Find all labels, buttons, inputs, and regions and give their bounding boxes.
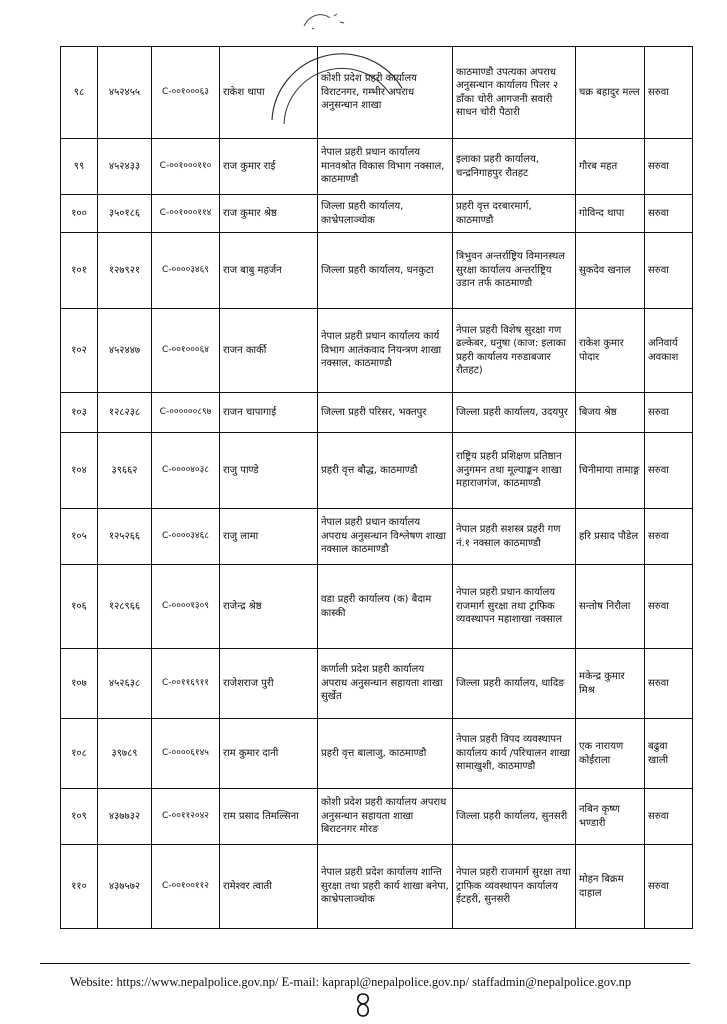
row-code: C-००००३४६८ — [152, 509, 220, 565]
row-name: राजेन्द्र श्रेष्ठ — [220, 565, 318, 649]
row-action: सरुवा — [645, 565, 693, 649]
row-code: C-००१०००११४ — [152, 195, 220, 233]
table-body — [61, 47, 693, 929]
row-serial: ११० — [61, 845, 98, 929]
row-name: राज कुमार राई — [220, 139, 318, 195]
row-approver: मोहन बिक्रम दाहाल — [576, 845, 645, 929]
table-row — [61, 845, 693, 929]
row-name: राज कुमार श्रेष्ठ — [220, 195, 318, 233]
row-code: C-००११२०४२ — [152, 789, 220, 845]
row-approver: सुकदेव खनाल — [576, 233, 645, 309]
row-action: सरुवा — [645, 47, 693, 139]
row-from-office: जिल्ला प्रहरी कार्यालय, काभ्रेपलाञ्चोक — [318, 195, 453, 233]
row-from-office: नेपाल प्रहरी प्रदेश कार्यालय शान्ति सुरक्षा तथा प्रहरी कार्य शाखा बनेपा, काभ्रेपलाञ्चोक — [318, 845, 453, 929]
row-name: राजु पाण्डे — [220, 433, 318, 509]
table-row — [61, 393, 693, 433]
row-serial: १०५ — [61, 509, 98, 565]
row-name: राजु लामा — [220, 509, 318, 565]
footer-divider — [40, 963, 690, 964]
row-action: सरुवा — [645, 139, 693, 195]
row-serial: १०० — [61, 195, 98, 233]
row-code: C-००००४०३८ — [152, 433, 220, 509]
row-id: ४५२४४७ — [98, 309, 152, 393]
row-serial: ९९ — [61, 139, 98, 195]
row-name: रामेश्वर त्वाती — [220, 845, 318, 929]
table-row — [61, 649, 693, 719]
row-serial: १०८ — [61, 719, 98, 789]
row-serial: १०२ — [61, 309, 98, 393]
row-approver: एक नारायण कोईराला — [576, 719, 645, 789]
table-row — [61, 565, 693, 649]
row-name: राम प्रसाद तिमल्सिना — [220, 789, 318, 845]
row-from-office: नेपाल प्रहरी प्रधान कार्यालय कार्य विभाग आतंकवाद नियन्त्रण शाखा नक्साल, काठमाण्डौ — [318, 309, 453, 393]
row-code: C-००१०००६४ — [152, 309, 220, 393]
row-from-office: प्रहरी वृत्त बालाजु, काठमाण्डौ — [318, 719, 453, 789]
row-to-office: जिल्ला प्रहरी कार्यालय, उदयपुर — [453, 393, 576, 433]
row-from-office: वडा प्रहरी कार्यालय (क) बैदाम कास्की — [318, 565, 453, 649]
row-id: ४३७७३२ — [98, 789, 152, 845]
row-name: राम कुमार दानी — [220, 719, 318, 789]
row-approver: हरि प्रसाद पौडेल — [576, 509, 645, 565]
row-from-office: नेपाल प्रहरी प्रधान कार्यालय अपराध अनुसन्धान विश्लेषण शाखा नक्साल काठमाण्डौ — [318, 509, 453, 565]
row-to-office: राष्ट्रिय प्रहरी प्रशिक्षण प्रतिष्ठान अनुगमन तथा मूल्याङ्कन शाखा महाराजगंज, काठमाण्डौ — [453, 433, 576, 509]
row-id: १२८२३८ — [98, 393, 152, 433]
row-code: C-००००१३०९ — [152, 565, 220, 649]
row-serial: १०६ — [61, 565, 98, 649]
row-approver: नबिन कृष्ण भण्डारी — [576, 789, 645, 845]
table-row — [61, 309, 693, 393]
row-serial: १०४ — [61, 433, 98, 509]
table-row — [61, 139, 693, 195]
row-code: C-००१००११२ — [152, 845, 220, 929]
row-action: अनिवार्य अवकाश — [645, 309, 693, 393]
row-action: सरुवा — [645, 433, 693, 509]
table-row — [61, 719, 693, 789]
row-action: सरुवा — [645, 789, 693, 845]
page-number-mark — [352, 992, 374, 1018]
row-code: C-००००३४६९ — [152, 233, 220, 309]
table-row — [61, 195, 693, 233]
row-id: ४५२४५५ — [98, 47, 152, 139]
row-to-office: जिल्ला प्रहरी कार्यालय, सुनसरी — [453, 789, 576, 845]
row-code: C-००११६९११ — [152, 649, 220, 719]
row-serial: १०३ — [61, 393, 98, 433]
table-row — [61, 47, 693, 139]
row-action: सरुवा — [645, 393, 693, 433]
row-id: ३९६६२ — [98, 433, 152, 509]
footer-contact: Website: https://www.nepalpolice.gov.np/ E-mail: kaprapl@nepalpolice.gov.np/ staffadmin@nepalpolice.gov.np — [70, 975, 632, 989]
row-action: बढुवा खाली — [645, 719, 693, 789]
row-action: सरुवा — [645, 233, 693, 309]
row-serial: ९८ — [61, 47, 98, 139]
row-to-office: नेपाल प्रहरी सशस्त्र प्रहरी गण नं.१ नक्साल काठमाण्डौ — [453, 509, 576, 565]
row-id: ३९७८९ — [98, 719, 152, 789]
row-to-office: जिल्ला प्रहरी कार्यालय, धादिङ — [453, 649, 576, 719]
table-row — [61, 789, 693, 845]
row-from-office: कोशी प्रदेश प्रहरी कार्यालय अपराध अनुसन्धान सहायता शाखा बिराटनगर मोरङ — [318, 789, 453, 845]
row-approver: गोविन्द थापा — [576, 195, 645, 233]
row-from-office: जिल्ला प्रहरी परिसर, भक्तपुर — [318, 393, 453, 433]
row-serial: १०७ — [61, 649, 98, 719]
row-name: राजन चापागाई — [220, 393, 318, 433]
row-to-office: नेपाल प्रहरी विशेष सुरक्षा गण ढल्केबर, धनुषा (काज: इलाका प्रहरी कार्यालय गरुडाबजार रौतहट) — [453, 309, 576, 393]
scan-mark-icon — [300, 10, 350, 32]
table-row — [61, 233, 693, 309]
row-to-office: त्रिभुवन अन्तर्राष्ट्रिय विमानस्थल सुरक्षा कार्यालय अन्तर्राष्ट्रिय उडान तर्फ काठमाण्डौ — [453, 233, 576, 309]
row-id: ४३७५७२ — [98, 845, 152, 929]
row-code: C-००१०००११० — [152, 139, 220, 195]
row-to-office: काठमाण्डौ उपत्यका अपराध अनुसन्धान कार्यालय पिलर २ डाँका चोरी आगजनी सवारी साधन चोरी पैठारी — [453, 47, 576, 139]
row-action: सरुवा — [645, 195, 693, 233]
row-action: सरुवा — [645, 845, 693, 929]
row-id: ३५०१८६ — [98, 195, 152, 233]
row-code: C-००१०००६३ — [152, 47, 220, 139]
row-name: राकेश थापा — [220, 47, 318, 139]
row-from-office: जिल्ला प्रहरी कार्यालय, धनकुटा — [318, 233, 453, 309]
table-row — [61, 433, 693, 509]
row-from-office: नेपाल प्रहरी प्रधान कार्यालय मानवश्रोत विकास विभाग नक्साल, काठमाण्डौ — [318, 139, 453, 195]
row-approver: चक्र बहादुर मल्ल — [576, 47, 645, 139]
row-from-office: प्रहरी वृत्त बौद्ध, काठमाण्डौ — [318, 433, 453, 509]
row-name: राज बाबु महर्जन — [220, 233, 318, 309]
row-id: १२७९२१ — [98, 233, 152, 309]
row-code: C-००००००८९७ — [152, 393, 220, 433]
row-from-office: कोशी प्रदेश प्रहरी कार्यालय विराटनगर, गम्भीर अपराध अनुसन्धान शाखा — [318, 47, 453, 139]
row-to-office: नेपाल प्रहरी राजमार्ग सुरक्षा तथा ट्राफिक व्यवस्थापन कार्यालय ईटहरी, सुनसरी — [453, 845, 576, 929]
row-to-office: नेपाल प्रहरी प्रधान कार्यालय राजमार्ग सुरक्षा तथा ट्राफिक व्यवस्थापन महाशाखा नक्साल — [453, 565, 576, 649]
row-to-office: प्रहरी वृत्त दरबारमार्ग, काठमाण्डौ — [453, 195, 576, 233]
row-to-office: इलाका प्रहरी कार्यालय, चन्द्रनिगाहपुर रौतहट — [453, 139, 576, 195]
row-approver: चिनीमाया तामाङ्ग — [576, 433, 645, 509]
row-serial: १०१ — [61, 233, 98, 309]
table-row — [61, 509, 693, 565]
row-approver: गौरब महत — [576, 139, 645, 195]
row-from-office: कर्णाली प्रदेश प्रहरी कार्यालय अपराध अनुसन्धान सहायता शाखा सुर्खेत — [318, 649, 453, 719]
row-name: राजन कार्की — [220, 309, 318, 393]
row-code: C-००००६१४५ — [152, 719, 220, 789]
row-approver: मकेन्द्र कुमार मिश्र — [576, 649, 645, 719]
row-name: राजेशराज पुरी — [220, 649, 318, 719]
row-id: ४५२६३८ — [98, 649, 152, 719]
transfer-table — [60, 46, 693, 929]
row-action: सरुवा — [645, 649, 693, 719]
row-serial: १०९ — [61, 789, 98, 845]
row-id: १२८९६६ — [98, 565, 152, 649]
row-action: सरुवा — [645, 509, 693, 565]
row-id: १२५२६६ — [98, 509, 152, 565]
row-id: ४५२४३३ — [98, 139, 152, 195]
row-approver: सन्तोष निरौला — [576, 565, 645, 649]
row-to-office: नेपाल प्रहरी विपद व्यवस्थापन कार्यालय कार्य /परिचालन शाखा सामाखुशी, काठमाण्डौ — [453, 719, 576, 789]
row-approver: बिजय श्रेष्ठ — [576, 393, 645, 433]
row-approver: राकेश कुमार पोदार — [576, 309, 645, 393]
